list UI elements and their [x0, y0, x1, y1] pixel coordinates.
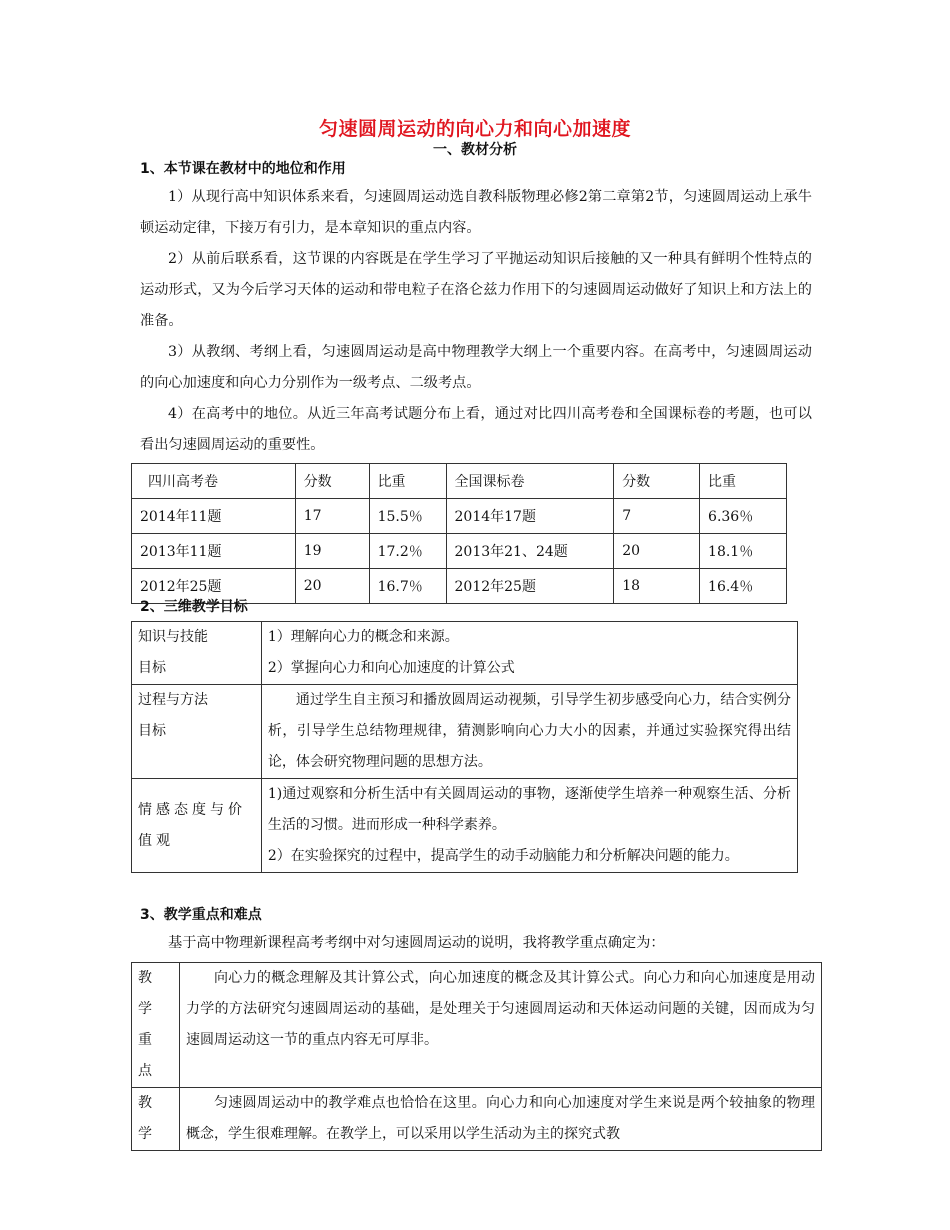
table-header-cell: 比重 — [700, 464, 787, 499]
table-header-cell: 分数 — [295, 464, 369, 499]
table-header-cell: 全国课标卷 — [446, 464, 614, 499]
table-cell: 16.4％ — [700, 569, 787, 604]
paragraph-2: 2）从前后联系看，这节课的内容既是在学生学习了平抛运动知识后接触的又一种具有鲜明个性特点的运动形式，又为今后学习天体的运动和带电粒子在洛仑兹力作用下的匀速圆周运动做好了知识上和方法上的准备。 — [140, 251, 812, 329]
table-cell: 6.36％ — [700, 499, 787, 534]
goal-line: 2）掌握向心力和向心加速度的计算公式 — [267, 660, 515, 676]
table-row — [132, 1088, 822, 1151]
table-header-cell: 比重 — [369, 464, 446, 499]
section-title: 一、教材分析 — [433, 142, 517, 158]
table-cell: 19 — [295, 534, 369, 569]
paragraph-3: 3）从教纲、考纲上看，匀速圆周运动是高中物理教学大纲上一个重要内容。在高考中，匀速圆周运动的向心加速度和向心力分别作为一级考点、二级考点。 — [140, 344, 812, 391]
goal-label-line: 目标 — [138, 660, 166, 676]
goal-label — [132, 622, 262, 685]
table-cell: 15.5％ — [369, 499, 446, 534]
paragraph-5: 基于高中物理新课程高考考纲中对匀速圆周运动的说明，我将教学重点确定为： — [168, 935, 665, 951]
table-row — [132, 534, 787, 569]
table-row — [132, 499, 787, 534]
goal-label — [132, 685, 262, 779]
goal-label-line: 目标 — [138, 723, 166, 739]
paragraph-1: 1）从现行高中知识体系来看，匀速圆周运动选自教科版物理必修2第二章第2节，匀速圆周运动上承牛顿运动定律，下接万有引力，是本章知识的重点内容。 — [140, 189, 812, 236]
table-cell: 2012年25题 — [446, 569, 614, 604]
paragraph-4: 4）在高考中的地位。从近三年高考试题分布上看，通过对比四川高考卷和全国课标卷的考题，也可以看出匀速圆周运动的重要性。 — [140, 406, 812, 453]
table-cell: 7 — [614, 499, 700, 534]
table-header-cell: 分数 — [614, 464, 700, 499]
table-cell: 2013年21、24题 — [446, 534, 614, 569]
focus-label: 教学重点 — [132, 963, 180, 1088]
table-cell: 18 — [614, 569, 700, 604]
table-cell: 18.1％ — [700, 534, 787, 569]
goal-content — [261, 685, 797, 779]
heading-teaching-goals: 2、三维教学目标 — [140, 599, 248, 615]
goal-label-line: 知识与技能 — [138, 629, 208, 645]
goal-line: 1)通过观察和分析生活中有关圆周运动的事物，逐渐使学生培养一种观察生活、分析生活的习惯。进而形成一种科学素养。 — [267, 786, 791, 833]
table-cell: 2012年25题 — [132, 569, 296, 604]
table-cell: 17 — [295, 499, 369, 534]
heading-focus-difficulty: 3、教学重点和难点 — [140, 907, 262, 923]
score-table — [131, 463, 787, 604]
table-cell: 17.2％ — [369, 534, 446, 569]
table-row — [132, 779, 798, 873]
focus-content: 匀速圆周运动中的教学难点也恰恰在这里。向心力和向心加速度对学生来说是两个较抽象的物理概念，学生很难理解。在教学上，可以采用以学生活动为主的探究式教 — [179, 1088, 821, 1151]
goal-label-line: 情感态度与价值观 — [138, 801, 246, 849]
table-row — [132, 963, 822, 1088]
goals-table — [131, 621, 798, 873]
table-row — [132, 622, 798, 685]
table-cell: 20 — [295, 569, 369, 604]
goal-content — [261, 779, 797, 873]
goal-content — [261, 622, 797, 685]
focus-table — [131, 962, 822, 1151]
goal-line: 通过学生自主预习和播放圆周运动视频，引导学生初步感受向心力，结合实例分析，引导学生总结物理规律，猜测影响向心力大小的因素，并通过实验探究得出结论，体会研究物理问题的思想方法。 — [267, 692, 791, 770]
table-row — [132, 685, 798, 779]
table-cell: 2013年11题 — [132, 534, 296, 569]
goal-label — [132, 779, 262, 873]
table-cell: 2014年17题 — [446, 499, 614, 534]
table-header-cell: 四川高考卷 — [132, 464, 296, 499]
table-cell: 2014年11题 — [132, 499, 296, 534]
goal-line: 2）在实验探究的过程中，提高学生的动手动脑能力和分析解决问题的能力。 — [267, 848, 739, 864]
table-cell: 16.7％ — [369, 569, 446, 604]
table-header-row — [132, 464, 787, 499]
heading-position-role: 1、本节课在教材中的地位和作用 — [140, 161, 346, 177]
focus-label: 教学 — [132, 1088, 180, 1151]
document-title: 匀速圆周运动的向心力和向心加速度 — [318, 118, 631, 140]
focus-content: 向心力的概念理解及其计算公式，向心加速度的概念及其计算公式。向心力和向心加速度是用动力学的方法研究匀速圆周运动的基础，是处理关于匀速圆周运动和天体运动问题的关键，因而成为匀速圆周运动这一节的重点内容无可厚非。 — [179, 963, 821, 1088]
table-cell: 20 — [614, 534, 700, 569]
goal-label-line: 过程与方法 — [138, 692, 208, 708]
goal-line: 1）理解向心力的概念和来源。 — [267, 629, 459, 645]
